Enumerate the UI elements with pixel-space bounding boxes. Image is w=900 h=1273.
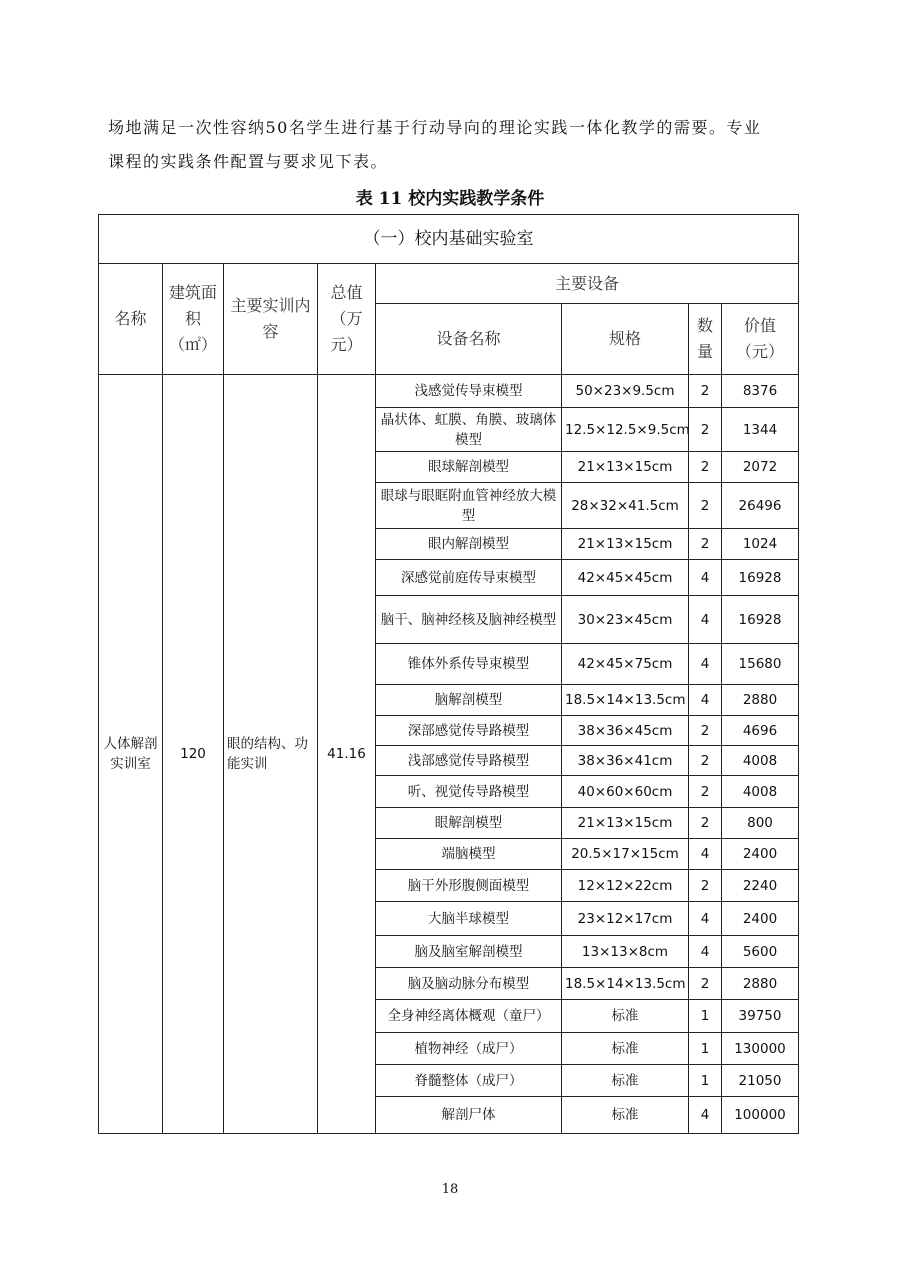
device-name-cell: 浅部感觉传导路模型 <box>376 746 562 776</box>
room-total: 41.16 <box>318 375 376 1134</box>
price-cell: 4008 <box>722 746 799 776</box>
qty-cell: 2 <box>689 716 722 746</box>
page-number: 18 <box>441 1182 459 1197</box>
device-name-cell: 脑干、脑神经核及脑神经模型 <box>376 596 562 644</box>
spec-cell: 标准 <box>562 1097 689 1134</box>
qty-cell: 2 <box>689 968 722 1000</box>
qty-cell: 2 <box>689 870 722 902</box>
spec-cell: 标准 <box>562 1000 689 1033</box>
device-name-cell: 眼内解剖模型 <box>376 529 562 560</box>
device-name-cell: 脊髓整体（成尸） <box>376 1065 562 1097</box>
device-name-cell: 晶状体、虹膜、角膜、玻璃体模型 <box>376 408 562 452</box>
spec-cell: 18.5×14×13.5cm <box>562 968 689 1000</box>
price-cell: 16928 <box>722 560 799 596</box>
qty-cell: 2 <box>689 483 722 529</box>
qty-cell: 1 <box>689 1065 722 1097</box>
price-cell: 39750 <box>722 1000 799 1033</box>
price-cell: 21050 <box>722 1065 799 1097</box>
price-cell: 4696 <box>722 716 799 746</box>
device-name-cell: 脑解剖模型 <box>376 685 562 716</box>
qty-cell: 4 <box>689 644 722 685</box>
spec-cell: 21×13×15cm <box>562 808 689 839</box>
price-cell: 5600 <box>722 936 799 968</box>
device-name-cell: 听、视觉传导路模型 <box>376 776 562 808</box>
price-cell: 15680 <box>722 644 799 685</box>
price-cell: 2400 <box>722 902 799 936</box>
spec-cell: 标准 <box>562 1033 689 1065</box>
spec-cell: 30×23×45cm <box>562 596 689 644</box>
spec-cell: 38×36×45cm <box>562 716 689 746</box>
header-spec: 规格 <box>562 304 689 375</box>
qty-cell: 4 <box>689 1097 722 1134</box>
price-cell: 8376 <box>722 375 799 408</box>
room-content: 眼的结构、功能实训 <box>224 375 318 1134</box>
intro-line-1: 场地满足一次性容纳50名学生进行基于行动导向的理论实践一体化教学的需要。专业 <box>108 118 762 137</box>
spec-cell: 标准 <box>562 1065 689 1097</box>
spec-cell: 13×13×8cm <box>562 936 689 968</box>
spec-cell: 50×23×9.5cm <box>562 375 689 408</box>
qty-cell: 4 <box>689 596 722 644</box>
device-name-cell: 解剖尸体 <box>376 1097 562 1134</box>
room-name: 人体解剖实训室 <box>99 375 163 1134</box>
price-cell: 2240 <box>722 870 799 902</box>
spec-cell: 40×60×60cm <box>562 776 689 808</box>
device-name-cell: 深部感觉传导路模型 <box>376 716 562 746</box>
device-name-cell: 深感觉前庭传导束模型 <box>376 560 562 596</box>
spec-cell: 21×13×15cm <box>562 529 689 560</box>
header-total: 总值（万元） <box>318 264 376 375</box>
header-name: 名称 <box>99 264 163 375</box>
qty-cell: 2 <box>689 408 722 452</box>
spec-cell: 23×12×17cm <box>562 902 689 936</box>
qty-cell: 2 <box>689 808 722 839</box>
device-name-cell: 眼球与眼眶附血管神经放大模型 <box>376 483 562 529</box>
price-cell: 2880 <box>722 968 799 1000</box>
qty-cell: 4 <box>689 839 722 870</box>
price-cell: 100000 <box>722 1097 799 1134</box>
qty-cell: 1 <box>689 1000 722 1033</box>
device-name-cell: 端脑模型 <box>376 839 562 870</box>
spec-cell: 28×32×41.5cm <box>562 483 689 529</box>
price-cell: 2880 <box>722 685 799 716</box>
qty-cell: 2 <box>689 776 722 808</box>
room-area: 120 <box>163 375 224 1134</box>
price-cell: 130000 <box>722 1033 799 1065</box>
device-name-cell: 脑及脑动脉分布模型 <box>376 968 562 1000</box>
device-name-cell: 脑干外形腹侧面模型 <box>376 870 562 902</box>
price-cell: 16928 <box>722 596 799 644</box>
device-name-cell: 锥体外系传导束模型 <box>376 644 562 685</box>
spec-cell: 12×12×22cm <box>562 870 689 902</box>
qty-cell: 4 <box>689 685 722 716</box>
table-row <box>99 375 799 408</box>
header-equipment: 主要设备 <box>376 264 799 304</box>
table-title: 表 11 校内实践教学条件 <box>355 189 545 209</box>
price-cell: 4008 <box>722 776 799 808</box>
spec-cell: 21×13×15cm <box>562 452 689 483</box>
spec-cell: 20.5×17×15cm <box>562 839 689 870</box>
spec-cell: 12.5×12.5×9.5cm <box>562 408 689 452</box>
qty-cell: 2 <box>689 529 722 560</box>
spec-cell: 18.5×14×13.5cm <box>562 685 689 716</box>
qty-cell: 2 <box>689 746 722 776</box>
device-name-cell: 植物神经（成尸） <box>376 1033 562 1065</box>
header-qty: 数量 <box>689 304 722 375</box>
device-name-cell: 浅感觉传导束模型 <box>376 375 562 408</box>
intro-line-2: 课程的实践条件配置与要求见下表。 <box>108 152 389 171</box>
header-content: 主要实训内容 <box>224 264 318 375</box>
device-name-cell: 大脑半球模型 <box>376 902 562 936</box>
device-name-cell: 眼解剖模型 <box>376 808 562 839</box>
device-name-cell: 脑及脑室解剖模型 <box>376 936 562 968</box>
device-name-cell: 眼球解剖模型 <box>376 452 562 483</box>
price-cell: 1344 <box>722 408 799 452</box>
header-device-name: 设备名称 <box>376 304 562 375</box>
device-name-cell: 全身神经离体概观（童尸） <box>376 1000 562 1033</box>
spec-cell: 38×36×41cm <box>562 746 689 776</box>
section-title: （一）校内基础实验室 <box>99 215 799 264</box>
header-area: 建筑面积（㎡） <box>163 264 224 375</box>
qty-cell: 2 <box>689 452 722 483</box>
price-cell: 2400 <box>722 839 799 870</box>
header-price: 价值（元） <box>722 304 799 375</box>
qty-cell: 1 <box>689 1033 722 1065</box>
spec-cell: 42×45×45cm <box>562 560 689 596</box>
qty-cell: 4 <box>689 902 722 936</box>
qty-cell: 2 <box>689 375 722 408</box>
price-cell: 26496 <box>722 483 799 529</box>
price-cell: 2072 <box>722 452 799 483</box>
qty-cell: 4 <box>689 936 722 968</box>
price-cell: 1024 <box>722 529 799 560</box>
qty-cell: 4 <box>689 560 722 596</box>
practice-conditions-table <box>98 214 799 1134</box>
spec-cell: 42×45×75cm <box>562 644 689 685</box>
price-cell: 800 <box>722 808 799 839</box>
